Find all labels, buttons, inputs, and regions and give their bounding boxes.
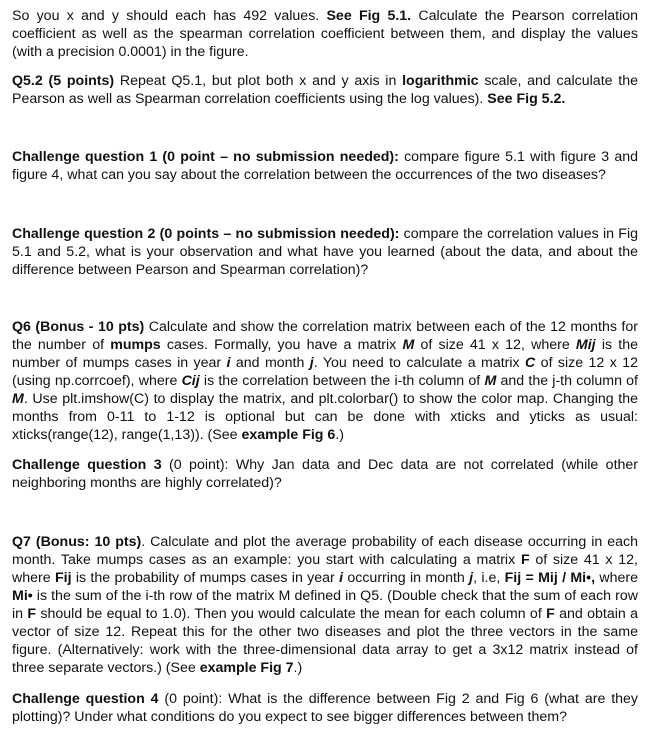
- text: (0 point): Why Jan data and Dec data are not correlated (while other neighboring months are highly correlated)?: [12, 457, 639, 491]
- math-symbol: F: [520, 552, 530, 568]
- math-symbol: j: [469, 570, 474, 586]
- math-symbol: i: [226, 355, 231, 371]
- text: compare figure 5.1 with figure 3 and figure 4, what can you say about the correlation between the occurrences of the two diseases?: [12, 149, 638, 183]
- emphasis: mumps: [110, 337, 161, 353]
- text: is the number of mumps cases in year: [12, 337, 638, 371]
- math-symbol: M: [484, 373, 497, 389]
- text: . Use plt.imshow(C) to display the matrix, and plt.colorbar() to show the color map. Changing the months from 0-11 to 1-12 is optional but can be done with xticks and yticks as usual: xticks(range(12), range(1,13)). (See: [12, 391, 638, 443]
- math-symbol: F: [27, 606, 37, 622]
- question-7: [12, 533, 638, 677]
- text: is the probability of mumps cases in year: [71, 570, 340, 586]
- math-symbol: Cij: [181, 373, 200, 389]
- paragraph-fig-5-1: [12, 7, 638, 61]
- math-symbol: M: [402, 337, 415, 353]
- challenge-question-2: [12, 225, 638, 279]
- text: Calculate and show the correlation matrix between each of the 12 months for the number of: [12, 319, 638, 353]
- fig-reference: See Fig 5.1.: [326, 8, 412, 24]
- text: occurring in month: [343, 570, 470, 586]
- text: is the sum of the i-th row of the matrix M defined in Q5. (Double check that the sum of each row in: [12, 588, 638, 622]
- text: Repeat Q5.1, but plot both x and y axis in: [114, 73, 403, 89]
- text: compare the correlation values in Fig 5.1 and 5.2, what is your observation and what have you learned (about the data, and about the difference between Pearson and Spearman correlation)?: [12, 226, 638, 278]
- math-symbol: Fij: [54, 570, 72, 586]
- question-6: [12, 318, 638, 444]
- text: of size 12 x 12 (using np.corrcoef), where: [12, 355, 638, 389]
- math-symbol: j: [309, 355, 314, 371]
- text: cases. Formally, you have a matrix: [160, 337, 403, 353]
- question-5-2: [12, 72, 638, 108]
- text: scale, and calculate the Pearson as well as Spearman correlation coefficients using the log values).: [12, 73, 638, 107]
- text: should be equal to 1.0). Then you would calculate the mean for each column of: [36, 606, 547, 622]
- fig-reference: example Fig 6: [241, 427, 336, 443]
- question-label: Challenge question 1 (0 point – no submission needed):: [12, 149, 399, 165]
- question-label: Challenge question 4: [12, 691, 159, 707]
- question-label: Challenge question 2 (0 points – no submission needed):: [12, 226, 400, 242]
- text: and month: [230, 355, 310, 371]
- challenge-question-4: [12, 690, 638, 726]
- text: and the j-th column of: [496, 373, 639, 389]
- text: . Calculate and plot the average probability of each disease occurring in each month. Take mumps cases as an example: you start with calculating a matrix: [12, 534, 638, 568]
- text: So you x and y should each has 492 values.: [12, 8, 327, 24]
- question-label: Q5.2 (5 points): [12, 73, 115, 89]
- fig-reference: example Fig 7: [199, 660, 294, 676]
- math-symbol: Mij: [575, 337, 596, 353]
- emphasis: logarithmic: [402, 73, 479, 89]
- equation: Fij = Mij / Mi•,: [504, 570, 596, 586]
- text: of size 41 x 12, where: [12, 552, 638, 586]
- text: Calculate the Pearson correlation coefficient as well as the spearman correlation coefficient between them, and display the values (with a precision 0.0001) in the figure.: [12, 8, 638, 60]
- text: is the correlation between the i-th column of: [199, 373, 485, 389]
- fig-reference: See Fig 5.2.: [487, 91, 566, 107]
- text: , i.e,: [473, 570, 505, 586]
- math-symbol: F: [546, 606, 555, 622]
- question-label: Challenge question 3: [12, 457, 162, 473]
- challenge-question-3: [12, 456, 638, 492]
- text: .): [293, 660, 303, 676]
- math-symbol: C: [525, 355, 536, 371]
- text: where: [595, 570, 638, 586]
- math-symbol: i: [339, 570, 344, 586]
- math-symbol: M: [12, 391, 24, 407]
- text: and obtain a vector of size 12. Repeat this for the other two diseases and plot the three vectors in the same figure. (Alternatively: work with the three-dimensional data array to get a 3x12 matrix instead of three separate vectors.) (See: [12, 606, 639, 676]
- question-label: Q6 (Bonus - 10 pts): [12, 319, 145, 335]
- challenge-question-1: [12, 148, 638, 184]
- text: of size 41 x 12, where: [414, 337, 576, 353]
- text: . You need to calculate a matrix: [313, 355, 526, 371]
- question-label: Q7 (Bonus: 10 pts): [12, 534, 142, 550]
- text: .): [335, 427, 344, 443]
- math-symbol: Mi•: [12, 588, 33, 604]
- text: (0 point): What is the difference between Fig 2 and Fig 6 (what are they plotting)? Under what conditions do you expect to see bigger differences between them?: [12, 691, 639, 725]
